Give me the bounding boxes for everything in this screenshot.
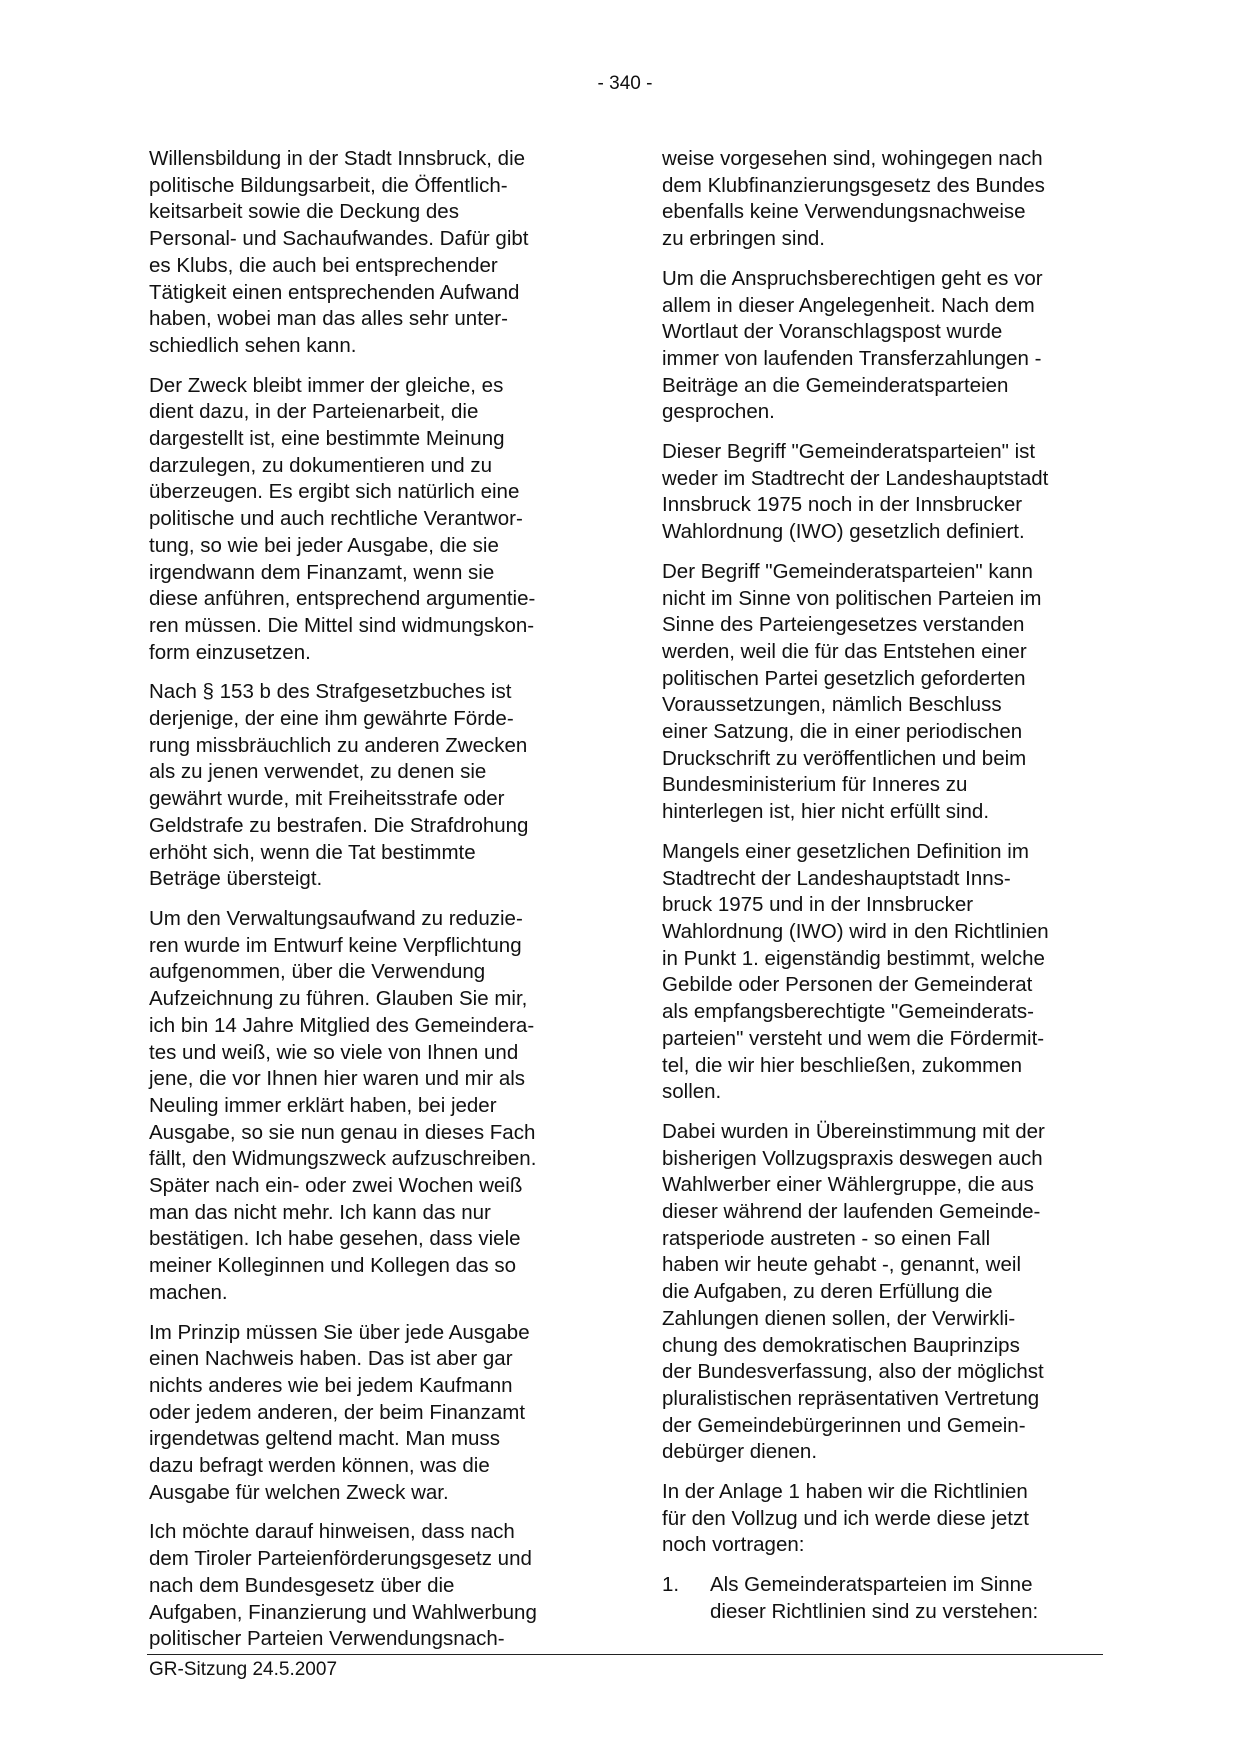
text-line: parteien" versteht und wem die Fördermit- bbox=[662, 1026, 1045, 1050]
text-line: sollen. bbox=[662, 1080, 722, 1104]
text-line: Als Gemeinderatsparteien im Sinne bbox=[710, 1573, 1033, 1597]
text-line: noch vortragen: bbox=[662, 1533, 805, 1557]
text-line: Dieser Begriff "Gemeinderatsparteien" ist bbox=[662, 440, 1036, 464]
text-line: Innsbruck 1975 noch in der Innsbrucker bbox=[662, 493, 1023, 517]
text-line: erhöht sich, wenn die Tat bestimmte bbox=[149, 840, 476, 864]
text-line: gesprochen. bbox=[662, 400, 775, 424]
text-line: einen Nachweis haben. Das ist aber gar bbox=[149, 1347, 513, 1371]
text-line: ebenfalls keine Verwendungsnachweise bbox=[662, 200, 1026, 224]
text-line: irgendetwas geltend macht. Man muss bbox=[149, 1427, 500, 1451]
text-line: Sinne des Parteiengesetzes verstanden bbox=[662, 613, 1025, 637]
text-line: pluralistischen repräsentativen Vertretung bbox=[662, 1386, 1040, 1410]
text-line: Aufgaben, Finanzierung und Wahlwerbung bbox=[149, 1600, 537, 1624]
paragraph bbox=[662, 1479, 1112, 1559]
text-line: Um die Anspruchsberechtigen geht es vor bbox=[662, 266, 1043, 290]
footer-text: GR-Sitzung 24.5.2007 bbox=[149, 1659, 338, 1680]
paragraph bbox=[662, 839, 1112, 1106]
text-line: rung missbräuchlich zu anderen Zwecken bbox=[149, 733, 528, 757]
text-line: dieser während der laufenden Gemeinde- bbox=[662, 1200, 1041, 1224]
text-line: Aufzeichnung zu führen. Glauben Sie mir, bbox=[149, 987, 528, 1011]
text-line: einer Satzung, die in einer periodischen bbox=[662, 720, 1023, 744]
paragraph bbox=[662, 439, 1112, 546]
text-line: form einzusetzen. bbox=[149, 640, 311, 664]
text-line: dieser Richtlinien sind zu verstehen: bbox=[710, 1599, 1039, 1623]
text-line: Personal- und Sachaufwandes. Dafür gibt bbox=[149, 227, 529, 251]
text-line: keitsarbeit sowie die Deckung des bbox=[149, 200, 459, 224]
text-line: haben wir heute gehabt -, genannt, weil bbox=[662, 1253, 1022, 1277]
text-line: Wahlordnung (IWO) wird in den Richtlinien bbox=[662, 919, 1049, 943]
text-line: oder jedem anderen, der beim Finanzamt bbox=[149, 1400, 526, 1424]
text-line: Beträge übersteigt. bbox=[149, 867, 323, 891]
text-line: man das nicht mehr. Ich kann das nur bbox=[149, 1200, 491, 1224]
text-line: weise vorgesehen sind, wohingegen nach bbox=[662, 147, 1043, 170]
text-line: tes und weiß, wie so viele von Ihnen und bbox=[149, 1040, 519, 1064]
text-line: die Aufgaben, zu deren Erfüllung die bbox=[662, 1280, 993, 1304]
text-line: immer von laufenden Transferzahlungen - bbox=[662, 346, 1042, 370]
text-line: hinterlegen ist, hier nicht erfüllt sind. bbox=[662, 800, 990, 824]
text-line: derjenige, der eine ihm gewährte Förde- bbox=[149, 707, 514, 731]
text-line: dem Tiroler Parteienförderungsgesetz und bbox=[149, 1547, 532, 1571]
text-line: Der Begriff "Gemeinderatsparteien" kann bbox=[662, 559, 1033, 583]
text-line: Später nach ein- oder zwei Wochen weiß bbox=[149, 1174, 523, 1198]
text-line: Wahlordnung (IWO) gesetzlich definiert. bbox=[662, 520, 1025, 544]
text-line: ren wurde im Entwurf keine Verpflichtung bbox=[149, 933, 522, 957]
text-line: meiner Kolleginnen und Kollegen das so bbox=[149, 1254, 516, 1278]
text-line: Neuling immer erklärt haben, bei jeder bbox=[149, 1093, 497, 1117]
text-line: als empfangsberechtigte "Gemeinderats- bbox=[662, 1000, 1034, 1024]
text-line: Stadtrecht der Landeshauptstadt Inns- bbox=[662, 866, 1011, 890]
text-line: diese anführen, entsprechend argumentie- bbox=[149, 587, 536, 611]
text-line: ren müssen. Die Mittel sind widmungskon- bbox=[149, 613, 535, 637]
paragraph bbox=[662, 1119, 1112, 1466]
text-line: werden, weil die für das Entstehen einer bbox=[662, 639, 1027, 663]
text-line: tung, so wie bei jeder Ausgabe, die sie bbox=[149, 533, 499, 557]
text-line: irgendwann dem Finanzamt, wenn sie bbox=[149, 560, 495, 584]
text-line: Wortlaut der Voranschlagspost wurde bbox=[662, 320, 1003, 344]
text-line: Mangels einer gesetzlichen Definition im bbox=[662, 839, 1029, 863]
text-line: Um den Verwaltungsaufwand zu reduzie- bbox=[149, 906, 523, 930]
text-line: als zu jenen verwendet, zu denen sie bbox=[149, 760, 487, 784]
text-line: Bundesministerium für Inneres zu bbox=[662, 773, 968, 797]
text-line: Beiträge an die Gemeinderatsparteien bbox=[662, 373, 1009, 397]
list-number: 1. bbox=[662, 1573, 680, 1597]
text-line: der Bundesverfassung, also der möglichst bbox=[662, 1360, 1044, 1384]
text-line: Nach § 153 b des Strafgesetzbuches ist bbox=[149, 680, 512, 704]
text-line: dient dazu, in der Parteienarbeit, die bbox=[149, 400, 479, 424]
text-line: Willensbildung in der Stadt Innsbruck, die bbox=[149, 147, 526, 170]
text-line: Zahlungen dienen sollen, der Verwirkli- bbox=[662, 1306, 1016, 1330]
text-line: ratsperiode austreten - so einen Fall bbox=[662, 1226, 991, 1250]
text-line: nicht im Sinne von politischen Parteien im bbox=[662, 586, 1042, 610]
text-line: In der Anlage 1 haben wir die Richtlinien bbox=[662, 1480, 1028, 1504]
paragraph bbox=[662, 146, 1112, 253]
text-line: aufgenommen, über die Verwendung bbox=[149, 960, 486, 984]
text-line: politische Bildungsarbeit, die Öffentlich- bbox=[149, 173, 508, 197]
paragraph bbox=[149, 146, 609, 360]
paragraph bbox=[149, 1320, 609, 1507]
text-line: dazu befragt werden können, was die bbox=[149, 1454, 490, 1478]
text-line: Druckschrift zu veröffentlichen und beim bbox=[662, 746, 1027, 770]
text-line: dargestellt ist, eine bestimmte Meinung bbox=[149, 427, 505, 451]
text-line: Geldstrafe zu bestrafen. Die Strafdrohung bbox=[149, 813, 529, 837]
page-number: - 340 - bbox=[597, 73, 653, 94]
text-line: Ausgabe, so sie nun genau in dieses Fach bbox=[149, 1120, 536, 1144]
text-line: nichts anderes wie bei jedem Kaufmann bbox=[149, 1373, 513, 1397]
text-line: chung des demokratischen Bauprinzips bbox=[662, 1333, 1020, 1357]
text-line: Voraussetzungen, nämlich Beschluss bbox=[662, 693, 1002, 717]
text-line: debürger dienen. bbox=[662, 1440, 818, 1464]
footer-divider bbox=[147, 1654, 1103, 1655]
text-line: politischen Partei gesetzlich geforderten bbox=[662, 666, 1026, 690]
text-line: für den Vollzug und ich werde diese jetzt bbox=[662, 1506, 1029, 1530]
text-line: Ich möchte darauf hinweisen, dass nach bbox=[149, 1520, 515, 1544]
text-line: Ausgabe für welchen Zweck war. bbox=[149, 1480, 449, 1504]
paragraph bbox=[662, 559, 1112, 826]
paragraph bbox=[149, 1519, 609, 1653]
left-column bbox=[149, 146, 609, 1666]
text-line: ich bin 14 Jahre Mitglied des Gemeindera- bbox=[149, 1013, 535, 1037]
text-line: Dabei wurden in Übereinstimmung mit der bbox=[662, 1119, 1045, 1143]
text-line: es Klubs, die auch bei entsprechender bbox=[149, 253, 498, 277]
text-line: machen. bbox=[149, 1280, 228, 1304]
text-line: nach dem Bundesgesetz über die bbox=[149, 1573, 455, 1597]
text-line: fällt, den Widmungszweck aufzuschreiben. bbox=[149, 1147, 537, 1171]
text-line: Gebilde oder Personen der Gemeinderat bbox=[662, 973, 1033, 997]
text-line: allem in dieser Angelegenheit. Nach dem bbox=[662, 293, 1035, 317]
paragraph bbox=[149, 373, 609, 667]
text-line: zu erbringen sind. bbox=[662, 227, 825, 251]
text-line: haben, wobei man das alles sehr unter- bbox=[149, 307, 508, 331]
text-line: bisherigen Vollzugspraxis deswegen auch bbox=[662, 1146, 1043, 1170]
text-line: gewährt wurde, mit Freiheitsstrafe oder bbox=[149, 787, 505, 811]
text-line: weder im Stadtrecht der Landeshauptstadt bbox=[662, 466, 1049, 490]
text-line: dem Klubfinanzierungsgesetz des Bundes bbox=[662, 173, 1045, 197]
text-line: jene, die vor Ihnen hier waren und mir als bbox=[149, 1067, 526, 1091]
right-column bbox=[662, 146, 1112, 1639]
list-item bbox=[662, 1572, 1112, 1625]
text-line: darzulegen, zu dokumentieren und zu bbox=[149, 453, 493, 477]
text-line: bruck 1975 und in der Innsbrucker bbox=[662, 893, 974, 917]
text-line: in Punkt 1. eigenständig bestimmt, welche bbox=[662, 946, 1045, 970]
text-line: politische und auch rechtliche Verantwor- bbox=[149, 507, 523, 531]
text-line: politischer Parteien Verwendungsnach- bbox=[149, 1627, 505, 1651]
text-line: tel, die wir hier beschließen, zukommen bbox=[662, 1053, 1023, 1077]
text-line: schiedlich sehen kann. bbox=[149, 333, 357, 357]
text-line: überzeugen. Es ergibt sich natürlich eine bbox=[149, 480, 520, 504]
paragraph bbox=[149, 906, 609, 1307]
text-line: der Gemeindebürgerinnen und Gemein- bbox=[662, 1413, 1026, 1437]
text-line: Im Prinzip müssen Sie über jede Ausgabe bbox=[149, 1320, 530, 1344]
text-line: bestätigen. Ich habe gesehen, dass viele bbox=[149, 1227, 521, 1251]
text-line: Der Zweck bleibt immer der gleiche, es bbox=[149, 373, 504, 397]
paragraph bbox=[149, 679, 609, 893]
text-line: Tätigkeit einen entsprechenden Aufwand bbox=[149, 280, 520, 304]
text-line: Wahlwerber einer Wählergruppe, die aus bbox=[662, 1173, 1034, 1197]
paragraph bbox=[662, 266, 1112, 426]
